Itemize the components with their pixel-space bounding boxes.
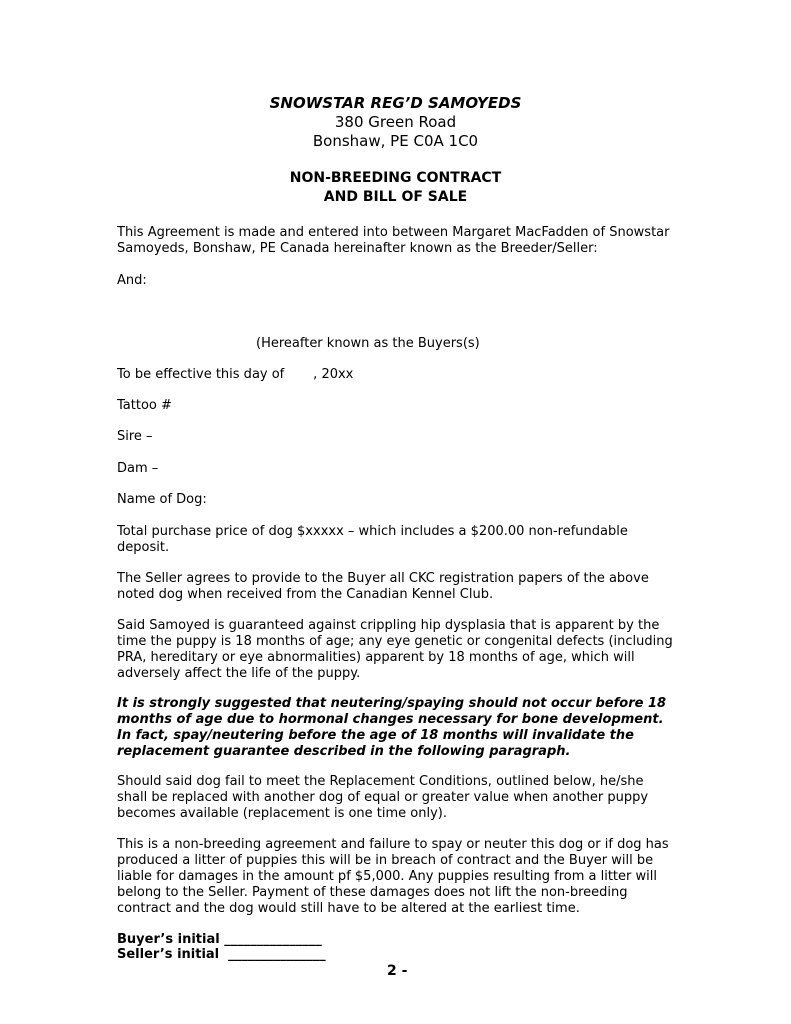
page-number: 2 - (387, 963, 408, 979)
contract-title-line2: AND BILL OF SALE (323, 189, 468, 205)
street-address: 380 Green Road (334, 113, 457, 131)
tattoo-field: Tattoo # (117, 398, 172, 413)
dog-name-field: Name of Dog: (117, 492, 207, 507)
city-postal: Bonshaw, PE C0A 1C0 (312, 132, 479, 150)
replacement-paragraph: Should said dog fail to meet the Replacement Conditions, outlined below, he/she shall be replaced with another dog of equal or greater value when another puppy becomes available (replacement is one time only). (117, 774, 649, 821)
buyers-label: (Hereafter known as the Buyers(s) (256, 336, 480, 351)
kennel-name: SNOWSTAR REG’D SAMOYEDS (269, 94, 522, 112)
price-paragraph: Total purchase price of dog $xxxxx – which includes a $200.00 non-refundable deposit. (117, 524, 628, 555)
effective-date-line: To be effective this day of , 20xx (117, 367, 354, 382)
dam-field: Dam – (117, 461, 159, 476)
guarantee-paragraph: Said Samoyed is guaranteed against crippling hip dysplasia that is apparent by the time the puppy is 18 months of age; any eye genetic or congenital defects (including PRA, hereditary or eye abnormalities) apparent by 18 months of age, which will adversely affect the life of the puppy. (117, 618, 673, 681)
seller-initial-line: Seller’s initial _______________ (117, 947, 326, 962)
buyer-initial-line: Buyer’s initial _______________ (117, 932, 322, 947)
contract-title-line1: NON-BREEDING CONTRACT (289, 170, 502, 186)
neutering-warning-paragraph: It is strongly suggested that neutering/spaying should not occur before 18 months of age due to hormonal changes necessary for bone development. In fact, spay/neutering before the age of 18 months will invalidate the replacement guarantee described in the following paragraph. (117, 696, 667, 759)
sire-field: Sire – (117, 429, 153, 444)
agreement-paragraph: This Agreement is made and entered into between Margaret MacFadden of Snowstar Samoyeds, Bonshaw, PE Canada hereinafter known as the Breeder/Seller: (117, 225, 670, 256)
and-label: And: (117, 273, 147, 288)
non-breeding-paragraph: This is a non-breeding agreement and failure to spay or neuter this dog or if dog has produced a litter of puppies this will be in breach of contract and the Buyer will be liable for damages in the amount pf $5,000. Any puppies resulting from a litter will belong to the Seller. Payment of these damages does not lift the non-breeding contract and the dog would still have to be altered at the earliest time. (117, 837, 669, 916)
registration-paragraph: The Seller agrees to provide to the Buyer all CKC registration papers of the above noted dog when received from the Canadian Kennel Club. (117, 571, 649, 602)
